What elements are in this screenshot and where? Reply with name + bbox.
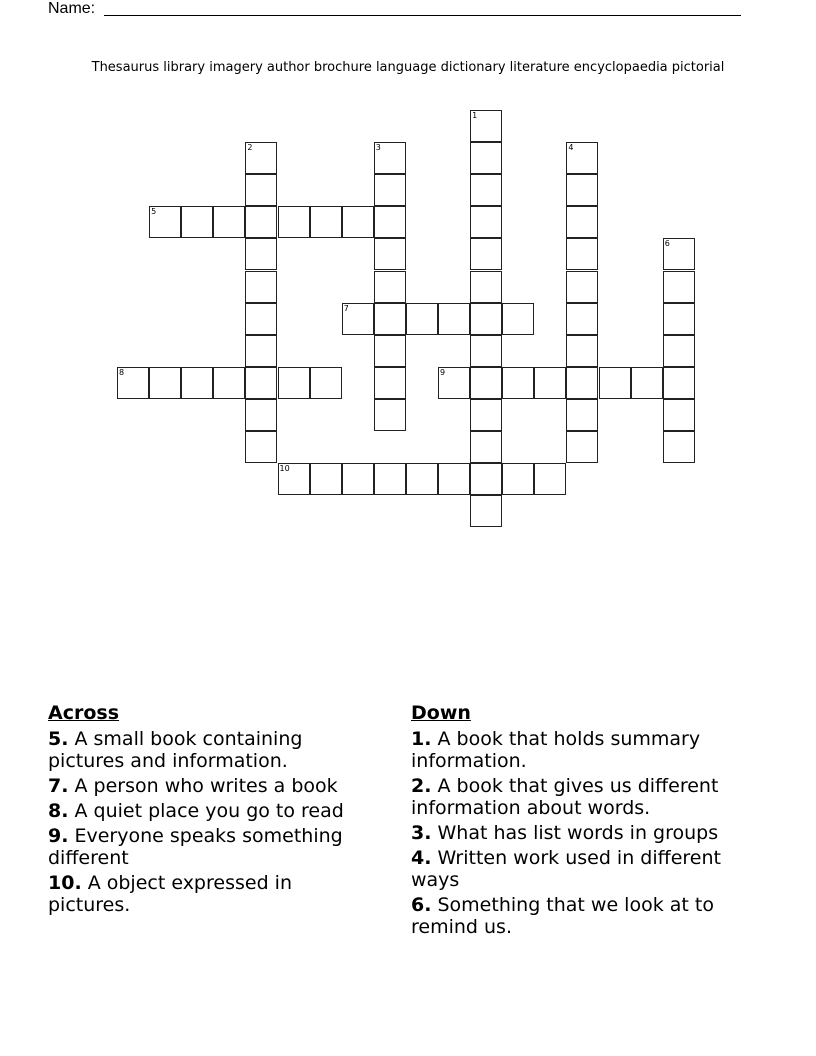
crossword-cell[interactable] bbox=[438, 303, 470, 335]
crossword-cell[interactable] bbox=[310, 206, 342, 238]
crossword-cell[interactable] bbox=[245, 271, 277, 303]
cell-number: 2 bbox=[247, 143, 253, 153]
clue-number: 8. bbox=[48, 800, 69, 822]
clue-number: 2. bbox=[411, 775, 432, 797]
cell-number: 1 bbox=[472, 111, 478, 120]
crossword-cell[interactable] bbox=[245, 367, 277, 399]
clue-text: A book that gives us different information about words. bbox=[411, 775, 719, 819]
clue-number: 4. bbox=[411, 847, 432, 869]
crossword-cell[interactable] bbox=[502, 303, 534, 335]
down-clues bbox=[411, 702, 761, 941]
clue-text: Everyone speaks something different bbox=[48, 825, 343, 869]
crossword-cell[interactable] bbox=[149, 367, 181, 399]
crossword-cell[interactable] bbox=[438, 463, 470, 495]
crossword-cell[interactable] bbox=[213, 367, 245, 399]
across-clues bbox=[48, 702, 378, 919]
down-clue-2 bbox=[411, 775, 761, 819]
clue-number: 3. bbox=[411, 822, 432, 844]
crossword-cell[interactable] bbox=[374, 238, 406, 270]
crossword-cell[interactable] bbox=[406, 303, 438, 335]
crossword-cell[interactable] bbox=[470, 206, 502, 238]
cell-number: 6 bbox=[664, 239, 670, 249]
crossword-cell[interactable] bbox=[566, 271, 598, 303]
crossword-cell[interactable] bbox=[566, 431, 598, 463]
crossword-cell[interactable] bbox=[374, 174, 406, 206]
crossword-cell[interactable] bbox=[502, 367, 534, 399]
crossword-cell[interactable] bbox=[566, 206, 598, 238]
crossword-cell[interactable] bbox=[470, 142, 502, 174]
across-heading: Across bbox=[48, 702, 120, 724]
crossword-cell[interactable] bbox=[245, 399, 277, 431]
down-heading: Down bbox=[411, 702, 471, 724]
crossword-cell[interactable] bbox=[663, 431, 695, 463]
clue-number: 9. bbox=[48, 825, 69, 847]
crossword-cell[interactable] bbox=[245, 238, 277, 270]
word-bank: Thesaurus library imagery author brochure language dictionary literature encyclopaedia pictorial bbox=[91, 60, 725, 75]
crossword-cell[interactable] bbox=[470, 399, 502, 431]
across-clue-8 bbox=[48, 800, 378, 822]
across-clue-10 bbox=[48, 872, 378, 916]
cell-number: 9 bbox=[440, 367, 446, 377]
down-clue-4 bbox=[411, 847, 761, 891]
crossword-cell[interactable] bbox=[374, 399, 406, 431]
crossword-cell[interactable] bbox=[181, 367, 213, 399]
crossword-cell[interactable] bbox=[470, 110, 502, 142]
crossword-cell[interactable] bbox=[245, 206, 277, 238]
crossword-cell[interactable] bbox=[245, 174, 277, 206]
across-clue-7 bbox=[48, 775, 378, 797]
crossword-cell[interactable] bbox=[566, 238, 598, 270]
crossword-cell[interactable] bbox=[438, 367, 470, 399]
crossword-cell[interactable] bbox=[310, 463, 342, 495]
clue-text: What has list words in groups bbox=[431, 822, 719, 844]
crossword-cell[interactable] bbox=[374, 303, 406, 335]
crossword-cell[interactable] bbox=[470, 238, 502, 270]
crossword-cell[interactable] bbox=[278, 206, 310, 238]
clue-number: 5. bbox=[48, 728, 69, 750]
crossword-cell[interactable] bbox=[470, 174, 502, 206]
crossword-cell[interactable] bbox=[181, 206, 213, 238]
crossword-cell[interactable] bbox=[663, 271, 695, 303]
crossword-cell[interactable] bbox=[663, 335, 695, 367]
crossword-cell[interactable] bbox=[374, 206, 406, 238]
crossword-cell[interactable] bbox=[374, 271, 406, 303]
down-clue-3 bbox=[411, 822, 761, 844]
clue-text: Something that we look at to remind us. bbox=[411, 894, 714, 938]
crossword-cell[interactable] bbox=[245, 335, 277, 367]
cell-number: 8 bbox=[119, 367, 125, 377]
crossword-cell[interactable] bbox=[470, 463, 502, 495]
clue-text: Written work used in different ways bbox=[411, 847, 721, 891]
crossword-cell[interactable] bbox=[470, 271, 502, 303]
crossword-cell[interactable] bbox=[566, 367, 598, 399]
crossword-cell[interactable] bbox=[663, 399, 695, 431]
clue-text: A quiet place you go to read bbox=[68, 800, 344, 822]
clue-text: A person who writes a book bbox=[68, 775, 338, 797]
across-clue-9 bbox=[48, 825, 378, 869]
crossword-cell[interactable] bbox=[631, 367, 663, 399]
crossword-cell[interactable] bbox=[470, 367, 502, 399]
crossword-cell[interactable] bbox=[374, 335, 406, 367]
crossword-cell[interactable] bbox=[213, 206, 245, 238]
clue-number: 6. bbox=[411, 894, 432, 916]
crossword-cell[interactable] bbox=[245, 431, 277, 463]
crossword-cell[interactable] bbox=[470, 495, 502, 527]
crossword-cell[interactable] bbox=[534, 463, 566, 495]
crossword-cell[interactable] bbox=[566, 142, 598, 174]
crossword-cell[interactable] bbox=[245, 142, 277, 174]
down-clue-1 bbox=[411, 728, 761, 772]
crossword-cell[interactable] bbox=[502, 463, 534, 495]
crossword-cell[interactable] bbox=[374, 367, 406, 399]
crossword-cell[interactable] bbox=[534, 367, 566, 399]
crossword-cell[interactable] bbox=[342, 303, 374, 335]
crossword-cell[interactable] bbox=[566, 174, 598, 206]
crossword-cell[interactable] bbox=[663, 367, 695, 399]
name-label: Name: bbox=[48, 0, 96, 17]
crossword-cell[interactable] bbox=[566, 399, 598, 431]
crossword-cell[interactable] bbox=[470, 431, 502, 463]
crossword-cell[interactable] bbox=[566, 335, 598, 367]
crossword-cell[interactable] bbox=[342, 206, 374, 238]
cell-number: 3 bbox=[375, 143, 381, 153]
crossword-cell[interactable] bbox=[406, 463, 438, 495]
clue-number: 10. bbox=[48, 872, 82, 894]
across-clue-5 bbox=[48, 728, 378, 772]
clue-number: 7. bbox=[48, 775, 69, 797]
crossword-cell[interactable] bbox=[470, 335, 502, 367]
crossword-cell[interactable] bbox=[117, 367, 149, 399]
crossword-cell[interactable] bbox=[278, 367, 310, 399]
crossword-cell[interactable] bbox=[310, 367, 342, 399]
crossword-cell[interactable] bbox=[278, 463, 310, 495]
clue-text: A book that holds summary information. bbox=[411, 728, 701, 772]
crossword-cell[interactable] bbox=[342, 463, 374, 495]
cell-number: 5 bbox=[151, 207, 157, 217]
crossword-cell[interactable] bbox=[374, 463, 406, 495]
cell-number: 10 bbox=[279, 464, 290, 474]
cell-number: 7 bbox=[343, 303, 349, 313]
crossword-cell[interactable] bbox=[470, 303, 502, 335]
crossword-cell[interactable] bbox=[663, 238, 695, 270]
clue-text: A small book containing pictures and information. bbox=[48, 728, 303, 772]
crossword-cell[interactable] bbox=[599, 367, 631, 399]
crossword-cell[interactable] bbox=[245, 303, 277, 335]
clue-number: 1. bbox=[411, 728, 432, 750]
crossword-cell[interactable] bbox=[663, 303, 695, 335]
cell-number: 4 bbox=[568, 143, 574, 153]
down-clue-6 bbox=[411, 894, 761, 938]
crossword-cell[interactable] bbox=[566, 303, 598, 335]
crossword-cell[interactable] bbox=[149, 206, 181, 238]
clue-text: A object expressed in pictures. bbox=[48, 872, 292, 916]
crossword-cell[interactable] bbox=[374, 142, 406, 174]
